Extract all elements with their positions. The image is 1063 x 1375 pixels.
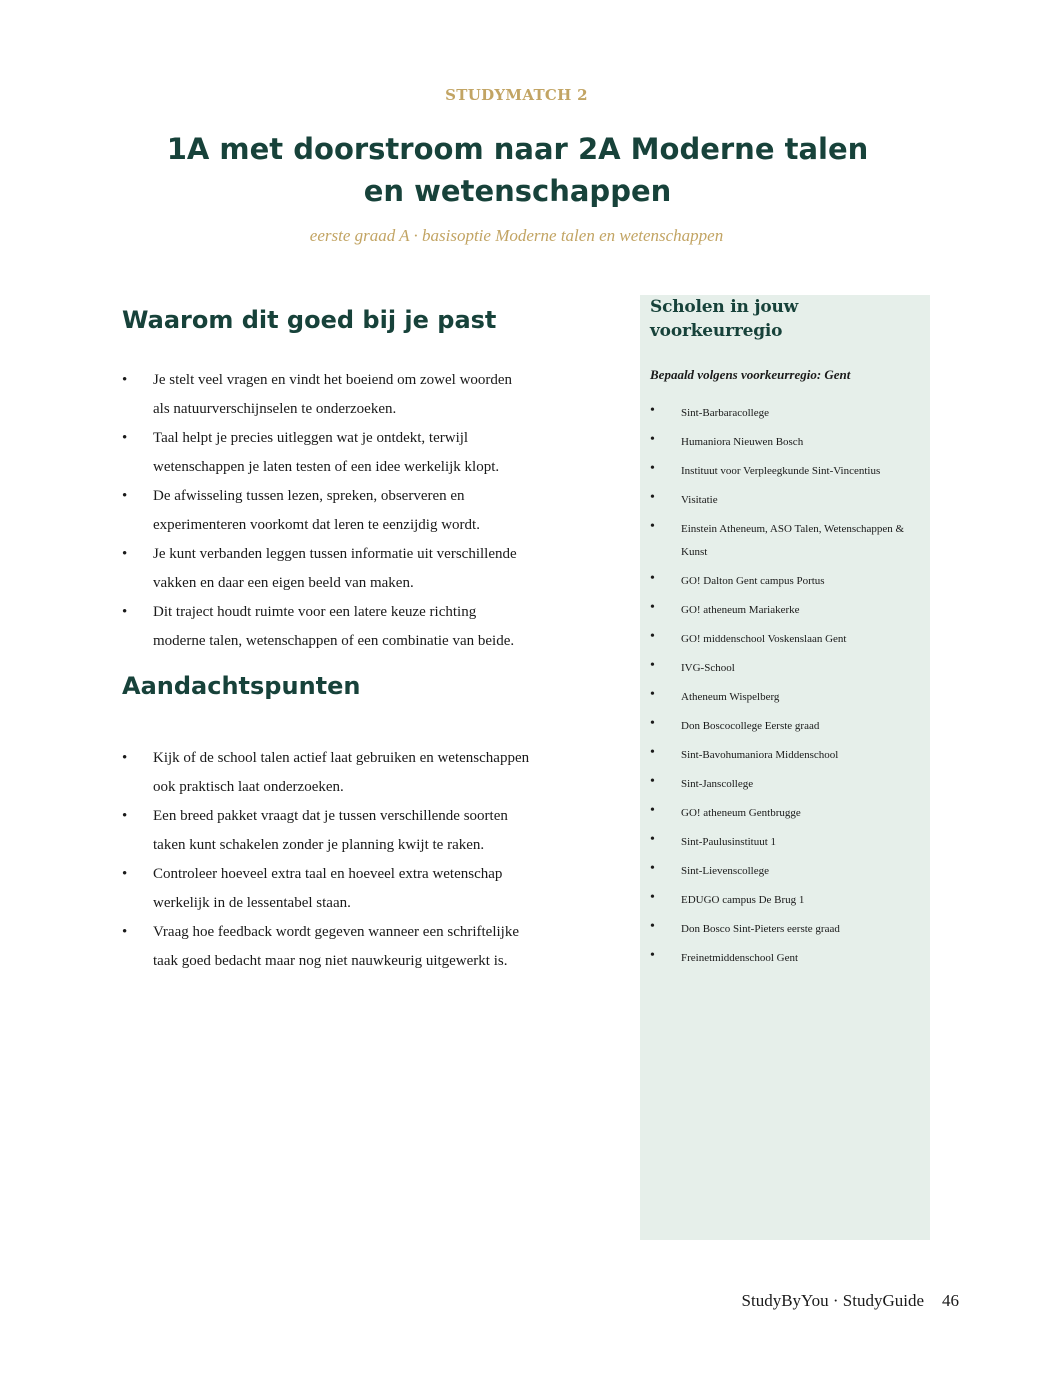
school-item — [650, 431, 920, 454]
school-name: Visitatie — [681, 494, 718, 506]
school-name: Einstein Atheneum, ASO Talen, Wetenschappen & Kunst — [681, 523, 905, 558]
attention-item-text: Vraag hoe feedback wordt gegeven wanneer een schriftelijke taak goed bedacht maar nog niet nauwkeurig uitgewerkt is. — [153, 924, 519, 969]
school-item — [650, 518, 920, 564]
why-item — [122, 598, 532, 656]
bullet-icon: • — [122, 546, 128, 562]
bullet-icon: • — [650, 629, 655, 644]
bullet-icon: • — [650, 774, 655, 789]
school-item — [650, 570, 920, 593]
why-item — [122, 366, 532, 424]
school-name: Freinetmiddenschool Gent — [681, 952, 799, 964]
bullet-icon: • — [650, 890, 655, 905]
bullet-icon: • — [650, 461, 655, 476]
school-item — [650, 889, 920, 912]
bullet-icon: • — [650, 832, 655, 847]
school-name: Humaniora Nieuwen Bosch — [681, 436, 804, 448]
school-item — [650, 686, 920, 709]
school-item — [650, 402, 920, 425]
school-name: Sint-Janscollege — [681, 778, 754, 790]
bullet-icon: • — [650, 803, 655, 818]
school-item — [650, 918, 920, 941]
why-item-text: Je stelt veel vragen en vindt het boeiend om zowel woorden als natuurverschijnselen te onderzoeken. — [153, 372, 513, 417]
bullet-icon: • — [650, 745, 655, 760]
bullet-icon: • — [650, 490, 655, 505]
page-title: 1A met doorstroom naar 2A Moderne talen en wetenschappen — [166, 132, 869, 208]
school-item — [650, 773, 920, 796]
school-item — [650, 715, 920, 738]
footer-brand: StudyByYou · StudyGuide — [741, 1291, 924, 1310]
attention-item — [122, 802, 532, 860]
bullet-icon: • — [650, 687, 655, 702]
bullet-icon: • — [122, 372, 128, 388]
school-name: Instituut voor Verpleegkunde Sint-Vincentius — [681, 465, 881, 477]
kicker: STUDYMATCH 2 — [445, 86, 588, 104]
why-item-text: De afwisseling tussen lezen, spreken, observeren en experimenteren voorkomt dat leren te eenzijdig wordt. — [153, 488, 480, 533]
why-item — [122, 482, 532, 540]
bullet-icon: • — [122, 604, 128, 620]
school-name: Sint-Lievenscollege — [681, 865, 769, 877]
school-name: Sint-Bavohumaniora Middenschool — [681, 749, 839, 761]
bullet-icon: • — [650, 432, 655, 447]
bullet-icon: • — [650, 716, 655, 731]
bullet-icon: • — [650, 919, 655, 934]
page-subtitle: eerste graad A · basisoptie Moderne talen en wetenschappen — [309, 226, 724, 245]
schools-sidebar — [640, 295, 930, 1240]
page-number: 46 — [942, 1291, 959, 1310]
school-name: Don Boscocollege Eerste graad — [681, 720, 820, 732]
why-item-text: Dit traject houdt ruimte voor een latere keuze richting moderne talen, wetenschappen of een combinatie van beide. — [153, 604, 515, 649]
attention-item — [122, 860, 532, 918]
school-name: Atheneum Wispelberg — [681, 691, 780, 703]
school-item — [650, 460, 920, 483]
attention-list — [122, 744, 532, 976]
page-footer — [742, 1291, 959, 1311]
bullet-icon: • — [122, 808, 128, 824]
bullet-icon: • — [122, 924, 128, 940]
school-name: Don Bosco Sint-Pieters eerste graad — [681, 923, 840, 935]
attention-item-text: Controleer hoeveel extra taal en hoeveel extra wetenschap werkelijk in de lessentabel staan. — [153, 866, 503, 911]
school-list — [650, 402, 920, 970]
main-column — [122, 300, 532, 976]
school-item — [650, 628, 920, 651]
bullet-icon: • — [650, 600, 655, 615]
bullet-icon: • — [650, 948, 655, 963]
school-item — [650, 599, 920, 622]
school-item — [650, 657, 920, 680]
attention-item — [122, 744, 532, 802]
school-name: GO! Dalton Gent campus Portus — [681, 575, 825, 587]
why-item-text: Je kunt verbanden leggen tussen informatie uit verschillende vakken en daar een eigen beeld van maken. — [153, 546, 517, 591]
why-list — [122, 366, 532, 656]
school-item — [650, 744, 920, 767]
school-item — [650, 489, 920, 512]
sidebar-title: Scholen in jouw voorkeurregio — [650, 297, 799, 341]
school-name: GO! middenschool Voskenslaan Gent — [681, 633, 847, 645]
school-name: Sint-Paulusinstituut 1 — [681, 836, 777, 848]
bullet-icon: • — [122, 750, 128, 766]
bullet-icon: • — [650, 861, 655, 876]
bullet-icon: • — [122, 866, 128, 882]
school-item — [650, 802, 920, 825]
attention-item — [122, 918, 532, 976]
sidebar-note: Bepaald volgens voorkeurregio: Gent — [650, 367, 851, 382]
bullet-icon: • — [650, 658, 655, 673]
why-item — [122, 540, 532, 598]
school-name: Sint-Barbaracollege — [681, 407, 769, 419]
bullet-icon: • — [650, 571, 655, 586]
why-item-text: Taal helpt je precies uitleggen wat je ontdekt, terwijl wetenschappen je laten testen of een idee werkelijk klopt. — [153, 430, 500, 475]
bullet-icon: • — [650, 403, 655, 418]
attention-item-text: Kijk of de school talen actief laat gebruiken en wetenschappen ook praktisch laat onderzoeken. — [153, 750, 530, 795]
school-name: IVG-School — [681, 662, 735, 674]
why-item — [122, 424, 532, 482]
school-item — [650, 860, 920, 883]
attention-item-text: Een breed pakket vraagt dat je tussen verschillende soorten taken kunt schakelen zonder je planning kwijt te raken. — [153, 808, 508, 853]
school-item — [650, 831, 920, 854]
school-item — [650, 947, 920, 970]
bullet-icon: • — [122, 430, 128, 446]
school-name: GO! atheneum Gentbrugge — [681, 807, 801, 819]
why-heading: Waarom dit goed bij je past — [122, 306, 497, 334]
bullet-icon: • — [122, 488, 128, 504]
school-name: GO! atheneum Mariakerke — [681, 604, 800, 616]
school-name: EDUGO campus De Brug 1 — [681, 894, 805, 906]
bullet-icon: • — [650, 519, 655, 534]
attention-heading: Aandachtspunten — [122, 672, 361, 700]
